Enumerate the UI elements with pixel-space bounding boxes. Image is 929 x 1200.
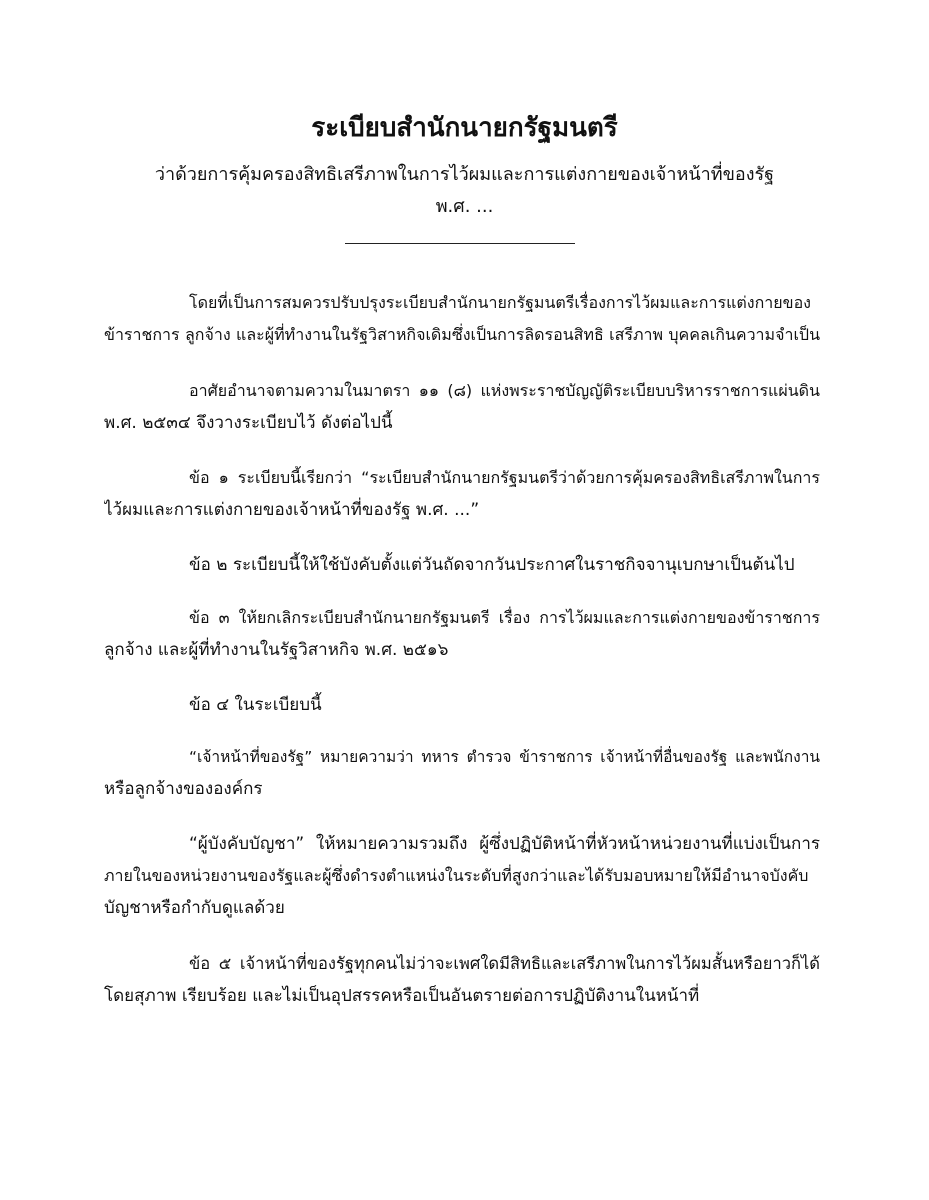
paragraph-clause-3 [104, 602, 820, 666]
paragraph-line: ข้อ ๓ ให้ยกเลิกระเบียบสำนักนายกรัฐมนตรี เรื่อง การไว้ผมและการแต่งกายของข้าราชการ [189, 608, 820, 627]
paragraph-line: โดยสุภาพ เรียบร้อย และไม่เป็นอุปสรรคหรือเป็นอันตรายต่อการปฏิบัติงานในหน้าที่ [104, 986, 700, 1006]
paragraph-line: ข้าราชการ ลูกจ้าง และผู้ที่ทำงานในรัฐวิสาหกิจเดิมซึ่งเป็นการลิดรอนสิทธิ เสรีภาพ บุคคลเกินความจำเป็น [104, 325, 820, 344]
paragraph-line: พ.ศ. ๒๕๓๔ จึงวางระเบียบไว้ ดังต่อไปนี้ [104, 413, 393, 433]
paragraph-preamble [104, 287, 820, 351]
document-subtitle: ว่าด้วยการคุ้มครองสิทธิเสรีภาพในการไว้ผมและการแต่งกายของเจ้าหน้าที่ของรัฐ [154, 164, 775, 185]
document-year: พ.ศ. ... [435, 196, 494, 217]
title-divider [345, 243, 575, 244]
paragraph-line: ข้อ ๕ เจ้าหน้าที่ของรัฐทุกคนไม่ว่าจะเพศใดมีสิทธิและเสรีภาพในการไว้ผมสั้นหรือยาวก็ได้ [189, 954, 820, 973]
paragraph-clause-1 [104, 462, 820, 526]
paragraph-definition-official [104, 741, 820, 805]
paragraph-line: โดยที่เป็นการสมควรปรับปรุงระเบียบสำนักนายกรัฐมนตรีเรื่องการไว้ผมและการแต่งกายของ [189, 293, 811, 312]
paragraph-line: ข้อ ๔ ในระเบียบนี้ [189, 695, 322, 715]
paragraph-definition-commander [104, 828, 820, 924]
paragraph-line: หรือลูกจ้างขององค์กร [104, 779, 263, 799]
paragraph-line: “เจ้าหน้าที่ของรัฐ” หมายความว่า ทหาร ตำรวจ ข้าราชการ เจ้าหน้าที่อื่นของรัฐ และพนักงาน [189, 748, 820, 766]
paragraph-line: อาศัยอำนาจตามความในมาตรา ๑๑ (๘) แห่งพระราชบัญญัติระเบียบบริหารราชการแผ่นดิน [189, 381, 820, 400]
paragraph-clause-2 [104, 549, 820, 581]
paragraph-line: ลูกจ้าง และผู้ที่ทำงานในรัฐวิสาหกิจ พ.ศ. ๒๕๑๖ [104, 640, 449, 660]
paragraph-line: ข้อ ๒ ระเบียบนี้ให้ใช้บังคับตั้งแต่วันถัดจากวันประกาศในราชกิจจานุเบกษาเป็นต้นไป [189, 555, 795, 575]
document-title: ระเบียบสำนักนายกรัฐมนตรี [311, 113, 618, 143]
paragraph-clause-4 [104, 689, 820, 721]
paragraph-line: “ผู้บังคับบัญชา” ให้หมายความรวมถึง ผู้ซึ่งปฏิบัติหน้าที่หัวหน้าหน่วยงานที่แบ่งเป็นการ [189, 834, 820, 854]
paragraph-line: บัญชาหรือกำกับดูแลด้วย [104, 898, 285, 918]
paragraph-line: ไว้ผมและการแต่งกายของเจ้าหน้าที่ของรัฐ พ.ศ. ...” [104, 500, 480, 520]
paragraph-line: ภายในของหน่วยงานของรัฐและผู้ซึ่งดำรงตำแหน่งในระดับที่สูงกว่าและได้รับมอบหมายให้มีอำนาจบังคับ [104, 866, 809, 885]
paragraph-clause-5 [104, 948, 820, 1012]
paragraph-authority [104, 375, 820, 439]
paragraph-line: ข้อ ๑ ระเบียบนี้เรียกว่า “ระเบียบสำนักนายกรัฐมนตรีว่าด้วยการคุ้มครองสิทธิเสรีภาพในการ [189, 468, 820, 487]
